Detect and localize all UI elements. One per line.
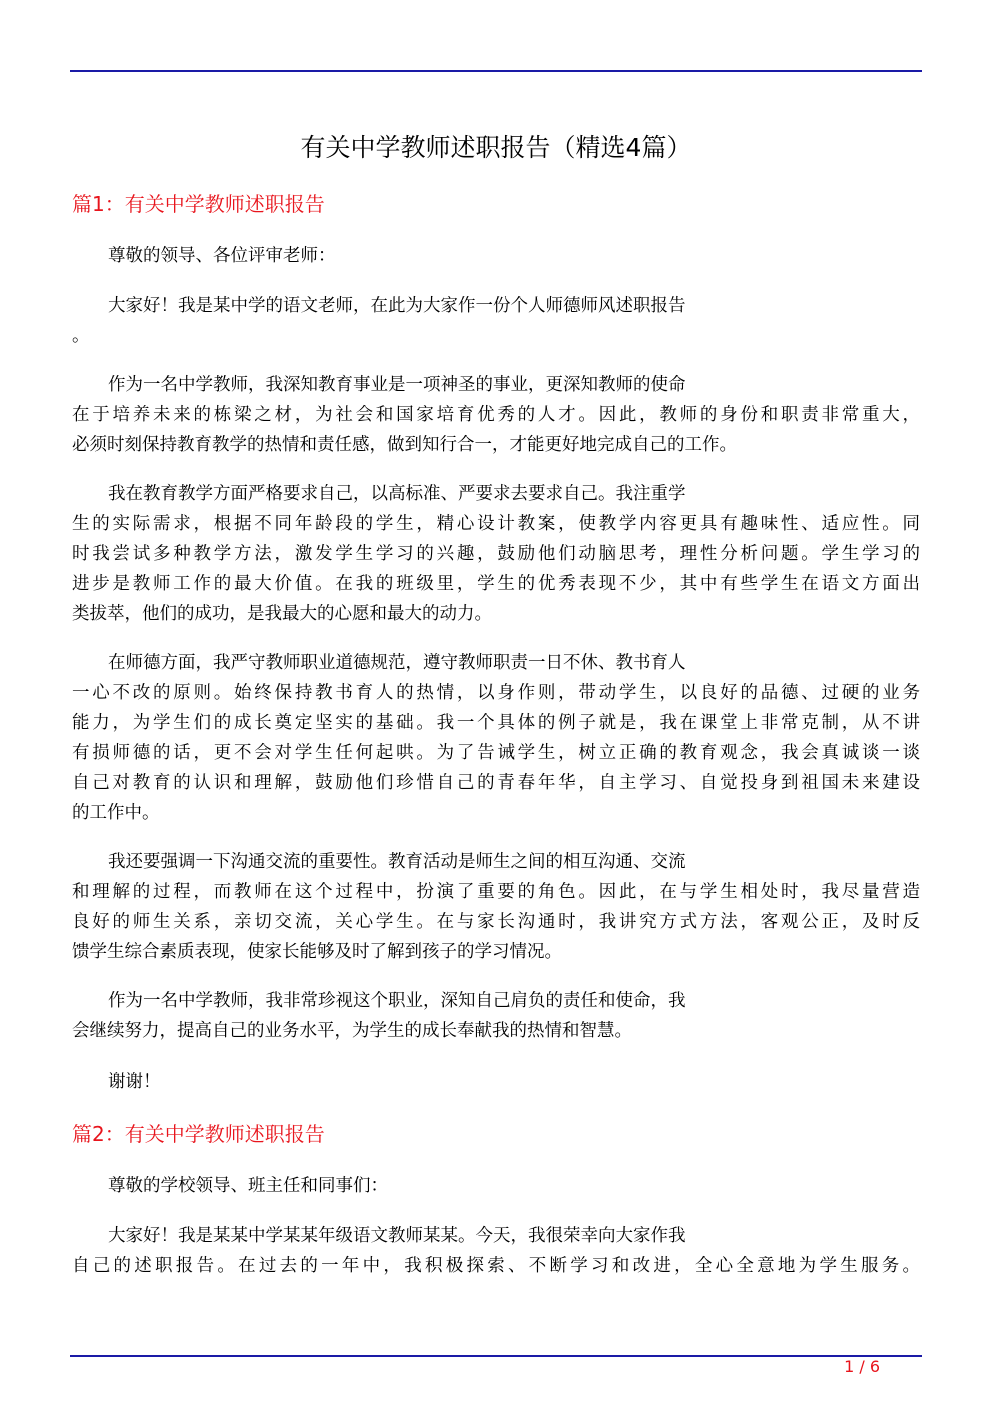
document-title: 有关中学教师述职报告（精选4篇） xyxy=(300,133,692,162)
paragraph xyxy=(72,241,920,271)
text-line: 必须时刻保持教育教学的热情和责任感，做到知行合一，才能更好地完成自己的工作。 xyxy=(72,435,737,455)
text-line: 生的实际需求，根据不同年龄段的学生，精心设计教案，使教学内容更具有趣味性、适应性。同 xyxy=(72,514,920,534)
text-line: 良好的师生关系，亲切交流，关心学生。在与家长沟通时，我讲究方式方法，客观公正，及时反 xyxy=(72,912,920,932)
paragraph xyxy=(72,1171,920,1201)
text-line: 时我尝试多种教学方法，激发学生学习的兴趣，鼓励他们动脑思考，理性分析问题。学生学习的 xyxy=(72,544,920,564)
text-line: 的工作中。 xyxy=(72,803,160,823)
text-line: 在于培养未来的栋梁之材，为社会和国家培育优秀的人才。因此，教师的身份和职责非常重大， xyxy=(72,405,920,425)
text-line: 作为一名中学教师，我深知教育事业是一项神圣的事业，更深知教师的使命 xyxy=(108,375,686,395)
text-line: 能力，为学生们的成长奠定坚实的基础。我一个具体的例子就是，我在课堂上非常克制，从不讲 xyxy=(72,713,920,733)
paragraph xyxy=(72,847,920,967)
paragraph xyxy=(72,479,920,629)
text-line: 类拔萃，他们的成功，是我最大的心愿和最大的动力。 xyxy=(72,604,492,624)
text-line: 。 xyxy=(72,326,90,346)
paragraph xyxy=(72,370,920,460)
text-line: 和理解的过程，而教师在这个过程中，扮演了重要的角色。因此，在与学生相处时，我尽量营造 xyxy=(72,882,920,902)
text-line: 尊敬的领导、各位评审老师： xyxy=(108,246,336,266)
text-line: 自己的述职报告。在过去的一年中，我积极探索、不断学习和改进，全心全意地为学生服务。 xyxy=(72,1256,920,1276)
paragraph xyxy=(72,1221,920,1281)
text-line: 大家好！我是某中学的语文老师，在此为大家作一份个人师德师风述职报告 xyxy=(108,296,686,316)
text-line: 谢谢！ xyxy=(108,1072,161,1092)
text-line: 自己对教育的认识和理解，鼓励他们珍惜自己的青春年华，自主学习、自觉投身到祖国未来建设 xyxy=(72,773,920,793)
bottom-rule xyxy=(70,1355,922,1357)
paragraph xyxy=(72,648,920,828)
paragraph xyxy=(72,986,920,1046)
paragraph xyxy=(72,1067,920,1097)
text-line: 一心不改的原则。始终保持教书育人的热情，以身作则，带动学生，以良好的品德、过硬的业务 xyxy=(72,683,920,703)
text-line: 作为一名中学教师，我非常珍视这个职业，深知自己肩负的责任和使命，我 xyxy=(108,991,686,1011)
text-line: 馈学生综合素质表现，使家长能够及时了解到孩子的学习情况。 xyxy=(72,942,562,962)
section-heading: 篇1：有关中学教师述职报告 xyxy=(72,192,325,216)
top-rule xyxy=(70,70,922,72)
text-line: 大家好！我是某某中学某某年级语文教师某某。今天，我很荣幸向大家作我 xyxy=(108,1226,686,1246)
text-line: 我还要强调一下沟通交流的重要性。教育活动是师生之间的相互沟通、交流 xyxy=(108,852,686,872)
text-line: 在师德方面，我严守教师职业道德规范，遵守教师职责一日不休、教书育人 xyxy=(108,653,686,673)
text-line: 进步是教师工作的最大价值。在我的班级里，学生的优秀表现不少，其中有些学生在语文方面出 xyxy=(72,574,920,594)
paragraph xyxy=(72,291,920,351)
text-line: 我在教育教学方面严格要求自己，以高标准、严要求去要求自己。我注重学 xyxy=(108,484,686,504)
text-line: 会继续努力，提高自己的业务水平，为学生的成长奉献我的热情和智慧。 xyxy=(72,1021,632,1041)
text-line: 有损师德的话，更不会对学生任何起哄。为了告诫学生，树立正确的教育观念，我会真诚谈一谈 xyxy=(72,743,920,763)
section-heading: 篇2：有关中学教师述职报告 xyxy=(72,1122,325,1146)
page-number: 1 / 6 xyxy=(844,1357,880,1376)
text-line: 尊敬的学校领导、班主任和同事们： xyxy=(108,1176,388,1196)
